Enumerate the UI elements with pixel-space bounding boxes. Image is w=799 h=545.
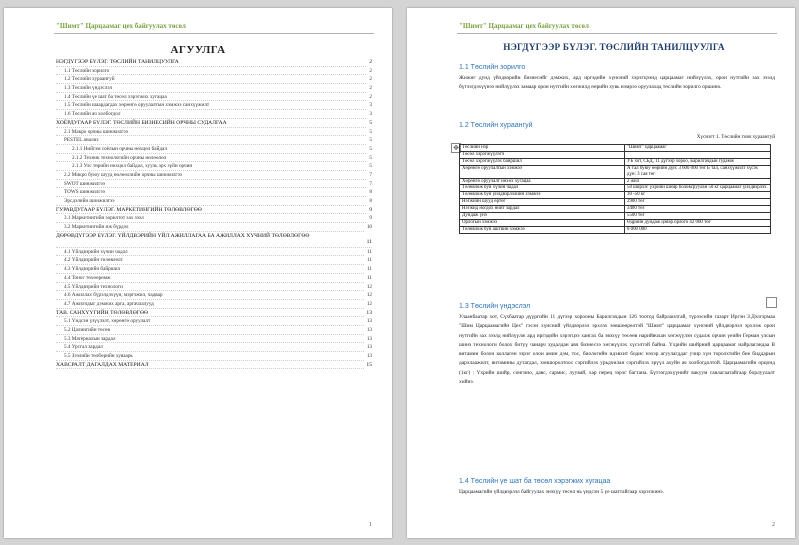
toc-entry-text: 2.1 Макро орчны шинжилгээ — [64, 128, 129, 135]
toc-entry[interactable] — [56, 84, 372, 93]
toc-entry[interactable] — [56, 58, 372, 67]
header-divider — [457, 33, 777, 34]
toc-entry-text: ТАВ. САНХҮҮГИЙН ТӨЛӨВЛӨГӨӨ — [56, 309, 149, 316]
toc-entry-text: 1.1 Төслийн зорилго — [64, 67, 110, 74]
toc-entry[interactable] — [56, 214, 372, 223]
table-cell-label: Төслийн нэр — [460, 145, 625, 152]
toc-entry-text: ДӨРӨВДҮГЭЭР БҮЛЭГ. ҮЙЛДВЭРИЙН ҮЙЛ АЖИЛЛАГАА БА АЖИЛЛАХ ХҮЧНИЙ ТӨЛӨВЛӨГӨӨ — [56, 233, 358, 240]
toc-entry-text: TOWS шинжилгээ — [64, 189, 105, 196]
table-row — [460, 206, 771, 213]
toc-entry-page: 15 — [366, 361, 372, 368]
table-cell-value: "Шимт" царцаамаг — [625, 145, 771, 152]
toc-entry-page: 11 — [367, 248, 372, 255]
toc-entry-text: 5.4 Урсгал зардал — [64, 344, 103, 351]
toc-entry-text: 5.5 Зээлийн төлбөрийн хуваарь — [64, 353, 133, 359]
toc-entry-page: 13 — [366, 344, 372, 351]
toc-entry-page: 9 — [369, 215, 372, 222]
toc-entry-text: 1.4 Төслийн үе шат ба төсөл хэрэгжих хугацаа — [64, 93, 167, 100]
toc-entry[interactable] — [56, 154, 372, 163]
document-page-2 — [407, 8, 795, 538]
toc-entry-page: 2 — [369, 93, 372, 100]
toc-entry[interactable] — [56, 274, 372, 283]
toc-entry-page: 5 — [369, 163, 372, 170]
toc-entry[interactable] — [56, 352, 372, 361]
toc-entry[interactable] — [56, 223, 372, 232]
toc-entry-text: 1.3 Төслийн үндэслэл — [64, 85, 113, 92]
toc-entry-page: 5 — [369, 119, 372, 126]
table-cell-value: УБ хот, СБД, 11 дүгээр хороо, Барилгачдын гудамж — [625, 158, 771, 165]
document-page-1 — [4, 8, 392, 538]
page-number: 2 — [772, 522, 775, 528]
toc-entry-text: 5.3 Материалын зардал — [64, 335, 116, 342]
toc-entry[interactable] — [56, 232, 372, 248]
section-heading-1-4: 1.4 Төслийн үе шат ба төсөл хэрэгжих хугацаа — [459, 478, 611, 485]
table-cell-value: 2 жил — [625, 178, 771, 185]
toc-entry-page: 11 — [367, 257, 372, 264]
section-heading-1-2: 1.2 Төслийн хураангуй — [459, 122, 533, 129]
toc-entry-text: 4.7 Ажилчдыг дэмжих арга, аргачлалууд — [64, 300, 154, 307]
toc-entry-page: 3 — [369, 111, 372, 118]
toc-entry[interactable] — [56, 248, 372, 257]
toc-entry-text: 5.1 Үндсэн үзүүлэлт, хөрөнгө оруулалт — [64, 318, 151, 325]
toc-entry-text: PESTEL анализ — [64, 137, 99, 144]
table-row — [460, 165, 771, 178]
section-text-1-1: Жижиг дунд үйлдвэрийн бизнесийг дэмжих, ард иргэдийн хүнсний хэрэгцээнд царцаамаг нийлүүлэх, орон нутгийн зах зээлд бүтээгдэхүүнээ нийлүүлэх замаар орон нутгийн хөгжилд өөрийн хувь нэмрээ оруулахад төслийн зорилго оршино. — [459, 75, 775, 91]
toc-entry-page: 2 — [369, 76, 372, 83]
toc-entry[interactable] — [56, 206, 372, 215]
toc-entry-page: 2 — [369, 85, 372, 92]
toc-entry-text: Эрсдэлийн шинжилгээ — [64, 198, 115, 204]
toc-entry-text: 4.5 Үйлдвэрийн технологи — [64, 283, 123, 290]
table-cell-label: Нэгжид ногдох нийт зардал — [460, 206, 625, 213]
table-row — [460, 185, 771, 192]
table-row — [460, 145, 771, 152]
toc-entry-page: 13 — [366, 309, 372, 316]
toc-entry-text: SWOT шинжилгээ — [64, 180, 105, 187]
table-cell-label: Төсөл хэрэгжүүлэх байршил — [460, 158, 625, 165]
toc-entry-text: 4.6 Ажиллах бүрэлдэхүүн, мэргэжил, чадвар — [64, 292, 163, 299]
table-cell-label: Төлөвлөж буй үйлдвэрлэлийн хэмжээ — [460, 192, 625, 199]
toc-entry-text: 2.1.1 Нийгэм соёлын орчны нөхцөл байдал — [72, 145, 167, 152]
table-row — [460, 192, 771, 199]
toc-entry-text: 4.2 Үйлдвэрийн төлөвлөлт — [64, 257, 123, 264]
toc-entry-page: 12 — [366, 283, 372, 290]
table-cell-label: Төлөвлөж буй хүчин чадал — [460, 185, 625, 192]
table-cell-label: Нэгжийн шууд өртөг — [460, 199, 625, 206]
toc-entry[interactable] — [56, 128, 372, 137]
table-row — [460, 213, 771, 220]
table-cell-value: А тал буюу өөрийн дүн: 3 600 000 төг Б тал, санхүүжилт хүсэх дүн: 3 сая төг — [625, 165, 771, 178]
table-cell-value: 8 000 000 — [625, 226, 771, 233]
toc-entry[interactable] — [56, 326, 372, 335]
toc-entry-text: 1.6 Төслийн ач холбогдол — [64, 111, 121, 118]
table-row — [460, 178, 771, 185]
table-cell-value: 5500 төг — [625, 213, 771, 220]
table-row — [460, 226, 771, 233]
header-divider — [54, 33, 374, 34]
toc-entry-text: ГУРАВДУГААР БҮЛЭГ. МАРКЕТИНГИЙН ТӨЛӨВЛӨГӨӨ — [56, 206, 202, 213]
table-row — [460, 158, 771, 165]
table-cell-label: Төсөл хэрэгжүүлэгч — [460, 151, 625, 158]
toc-entry[interactable] — [56, 119, 372, 128]
table-caption: Хүснэгт 1. Төслийн товч хураангуй — [696, 134, 775, 140]
page-header: "Шимт" Царцаамаг цех байгуулах төсөл — [56, 22, 186, 30]
toc-entry[interactable] — [56, 256, 372, 265]
toc-entry[interactable] — [56, 67, 372, 76]
toc-entry-text: 1.2 Төслийн хураангуй — [64, 76, 115, 83]
toc-entry-text: 2.1.3 Улс төрийн нөхцөл байдал, хууль эрх зүйн орчин — [72, 163, 193, 170]
summary-table — [459, 144, 771, 234]
toc-entry-page: 13 — [366, 318, 372, 325]
toc-entry-page: 11 — [367, 266, 372, 273]
toc-entry-page: 2 — [369, 59, 372, 65]
table-cell-label: Хөрөнгө оруулалт нөхөх хугацаа — [460, 178, 625, 185]
toc-entry-text: 4.1 Үйлдвэрийн хүчин чадал — [64, 248, 128, 255]
toc-entry[interactable] — [56, 361, 372, 370]
toc-entry[interactable] — [56, 335, 372, 344]
toc-entry-page: 9 — [369, 206, 372, 213]
toc-entry-text: 1.5 Төслийн шаардагдах хөрөнгө оруулалтын хэмжээ санхүүжилт — [64, 102, 210, 109]
section-heading-1-1: 1.1 Төслийн зорилго — [459, 64, 526, 71]
table-resize-handle[interactable] — [766, 297, 777, 308]
table-cell-label: Орлогын хэмжээ — [460, 219, 625, 226]
table-cell-value: Өдрийн дундаж цэвэр орлого 42 000 төг — [625, 219, 771, 226]
toc-entry-page: 12 — [366, 292, 372, 299]
toc-entry-text: 5.2 Цалингийн төсөв — [64, 326, 110, 333]
page-header: "Шимт" Царцаамаг цех байгуулах төсөл — [459, 22, 589, 30]
toc-entry-page: 3 — [369, 102, 372, 109]
toc-entry[interactable] — [56, 343, 372, 352]
toc-entry-page: 11 — [367, 274, 372, 281]
toc-entry-text: 4.4 Тоног төхөөрөмж — [64, 274, 111, 281]
toc-entry-text: 3.2 Маркетингийн иж бүрдэл — [64, 224, 129, 231]
toc-entry-page: 10 — [366, 224, 372, 231]
table-row — [460, 199, 771, 206]
toc-entry-page: 5 — [369, 145, 372, 152]
toc-entry-text: ХАВСРАЛТ ДАГАЛДАХ МАТЕРИАЛ — [56, 361, 149, 368]
toc-entry-text: 2.1.2 Техник технологийн орчны нөлөөлөл — [72, 154, 167, 161]
toc-entry[interactable] — [56, 136, 372, 145]
toc-entry-page: 13 — [366, 326, 372, 333]
toc-entry-text: 4.3 Үйлдвэрийн байршил — [64, 266, 121, 273]
toc-entry-page: 2 — [369, 67, 372, 74]
toc-entry-text: НЭГДҮГЭЭР БҮЛЭГ. ТӨСЛИЙН ТАНИЛЦУУЛГА — [56, 59, 179, 65]
toc-entry[interactable] — [56, 171, 372, 180]
toc-entry-page: 7 — [369, 171, 372, 178]
toc-entry[interactable] — [56, 110, 372, 119]
section-text-1-3: Улаанбаатар хот, Сүхбаатар дүүргийн 11 дүгээр хорооны Барилгачдын 126 тоотод байрлаилтай, түрээсийн газарт Иргэн З.Дэлгэрмаа "Шим Царцаамагийн Цех" гэсэн хүнсний үйлдвэрлэл эрхлэх зөвшөөрөлтэй "Шимт" царцаамаг хүнсний үйлдвэрлэл эрхлэж орон нутгийн зах зээлд нийлүүлж ард иргэдийн хэрэгцээ хангах ба эвэхүү төсөөв нарийвчлан хөгжүүлэн судалж орчин үеийн Герман улсын шинэ технологи болох битүү чанарч худалдан авч бизнесээ хөгжүүлэх хүсэлтэй байна. Үхрийн шийрний царцаамаг найрлагандаа В витамин болон коллаген зэрэг олон амин дэм, тос, биологийн идэвхит бодис нэхэр агуулагддаг учир хүн торолхтийн бие биддарын дархлаажилт, витамины дутагдал, хоншоролтоос сэргийлэх урьдчилан сэргийлэх эрүүл ахуйн ач холбогдолтой. Царцаамагийн орцонд (1кг) : Үхрийн шийр, сонгино, давс, сармис, луувай, хар перец зэрэг багтана. Бүтээгдэхүүнийг вакуум савлагаатайгаар борлуулалт хийнэ. — [459, 314, 775, 386]
page-number: 1 — [369, 522, 372, 528]
toc-entry[interactable] — [56, 309, 372, 318]
toc-entry[interactable] — [56, 162, 372, 171]
section-text-1-4: Царцаамагийн үйлдвэрлэл байгуулах энэхүү төсөл нь үндсэн 5 үе шаттайгаар хэрэгжинэ. — [459, 489, 664, 495]
toc-entry-page: 8 — [369, 189, 372, 196]
table-move-handle-icon[interactable]: ✥ — [451, 143, 461, 153]
toc-entry-page: 13 — [366, 353, 372, 359]
table-row — [460, 219, 771, 226]
toc-entry[interactable] — [56, 317, 372, 326]
toc-entry[interactable] — [56, 283, 372, 292]
table-of-contents — [56, 58, 372, 369]
toc-entry-page: 8 — [369, 198, 372, 204]
toc-entry[interactable] — [56, 180, 372, 189]
toc-entry-page: 5 — [369, 128, 372, 135]
table-cell-value: 30 -50 кг — [625, 192, 771, 199]
toc-entry[interactable] — [56, 291, 372, 300]
toc-entry[interactable] — [56, 93, 372, 102]
toc-entry[interactable] — [56, 75, 372, 84]
toc-entry[interactable] — [56, 101, 372, 110]
toc-entry[interactable] — [56, 188, 372, 197]
table-cell-value: 50 ширхэг үхрийн шийр боловсруулан 50 кг царцаамаг үйлдвэрлэх — [625, 185, 771, 192]
chapter-title: НЭГДҮГЭЭР БҮЛЭГ. ТӨСЛИЙН ТАНИЛЦУУЛГА — [503, 42, 725, 52]
toc-entry-page: 5 — [369, 154, 372, 161]
table-row — [460, 151, 771, 158]
toc-entry-page: 5 — [369, 137, 372, 144]
toc-title: АГУУЛГА — [170, 44, 226, 56]
toc-entry-page: 7 — [369, 180, 372, 187]
toc-entry[interactable] — [56, 300, 372, 309]
toc-entry-page: 13 — [366, 335, 372, 342]
table-cell-label: Төлөвлөж буй ашгийн хэмжээ — [460, 226, 625, 233]
toc-entry[interactable] — [56, 197, 372, 206]
toc-entry-text: 3.1 Маркетингийн зорилтот зах зээл — [64, 215, 144, 222]
toc-entry-page: 12 — [366, 300, 372, 307]
table-cell-value: 3400 төг — [625, 206, 771, 213]
table-cell-label: Хөрөнгө оруулалтын хэмжээ — [460, 165, 625, 178]
toc-entry[interactable] — [56, 145, 372, 154]
table-cell-value — [625, 151, 771, 158]
table-cell-value: 2900 төг — [625, 199, 771, 206]
toc-entry-text: ХОЁРДУГААР БҮЛЭГ. ТӨСЛИЙН БИЗНЕСИЙН ОРЧНЫ СУДАЛГАА — [56, 119, 227, 126]
toc-entry[interactable] — [56, 265, 372, 274]
section-heading-1-3: 1.3 Төслийн үндэслэл — [459, 303, 531, 310]
toc-entry-text: 2.2 Микро буюу шууд нөлөөллийн орчны шинжилгээ — [64, 171, 183, 178]
table-cell-label: Дундаж үнэ — [460, 213, 625, 220]
toc-entry-page: 11 — [366, 238, 372, 245]
